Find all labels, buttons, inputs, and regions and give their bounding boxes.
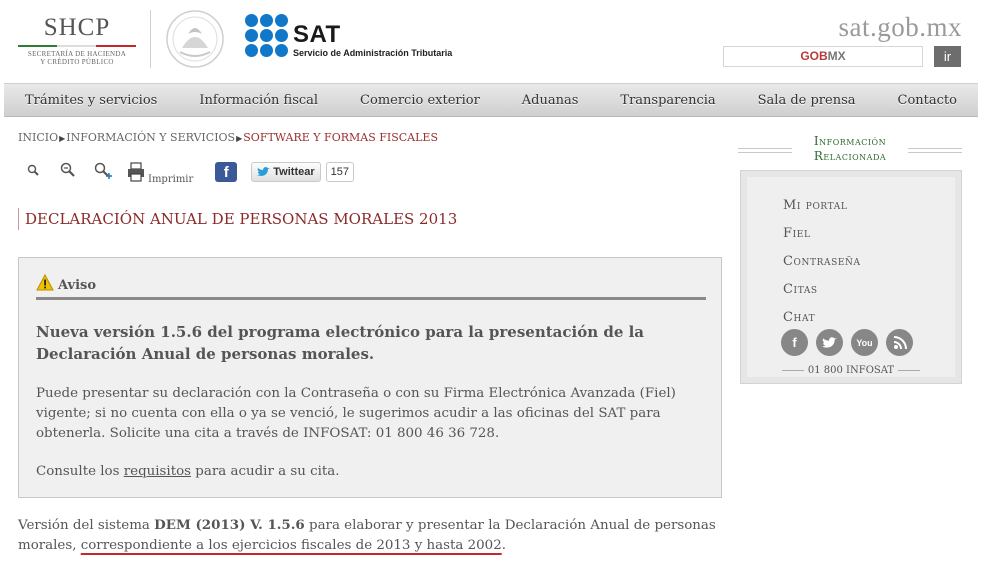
sidebar-header	[738, 134, 962, 166]
rss-icon[interactable]	[886, 329, 913, 356]
aviso-paragraph-2	[36, 462, 706, 482]
version-text-1: Versión del sistema	[18, 518, 155, 533]
facebook-icon[interactable]: f	[781, 329, 808, 356]
sidebar-title: Información Relacionada	[813, 134, 887, 163]
sat-name: SAT	[293, 21, 341, 48]
infosat-phone	[747, 365, 955, 376]
nav-item-sala-de-prensa[interactable]: Sala de prensa	[757, 92, 856, 108]
sidebar-header-rule	[908, 148, 962, 153]
nav-item-informacion-fiscal[interactable]: Información fiscal	[199, 92, 319, 108]
print-label[interactable]: Imprimir	[148, 173, 194, 185]
sidebar-link-mi-portal[interactable]: Mi portal	[783, 198, 848, 213]
zoom-reset-icon[interactable]	[24, 162, 46, 182]
version-description	[18, 515, 722, 556]
version-text-3: para elaborar y presentar la Declaración Anual de personas morales,	[18, 518, 716, 553]
sidebar-link-chat[interactable]: Chat	[783, 310, 816, 325]
version-text-bold: DEM (2013) V. 1.5.6	[154, 517, 305, 533]
header-divider	[150, 10, 151, 68]
shcp-flag-line	[18, 45, 136, 47]
nav-item-comercio-exterior[interactable]: Comercio exterior	[360, 92, 480, 108]
infosat-label: 01 800 INFOSAT	[807, 365, 895, 376]
search-brand-gob: GOB	[800, 49, 828, 63]
sat-logo[interactable]	[245, 14, 475, 64]
sidebar-link-fiel[interactable]: Fiel	[783, 226, 811, 241]
warning-icon	[36, 274, 54, 291]
sidebar-box	[740, 170, 962, 384]
site-header	[0, 0, 986, 82]
nav-item-contacto[interactable]: Contacto	[897, 92, 957, 108]
twitter-bird-icon	[822, 337, 837, 349]
aviso-box	[18, 257, 722, 498]
aviso-paragraph-1: Puede presentar su declaración con la Contraseña o con su Firma Electrónica Avanzada (Fiel) vigente; si no cuenta con ella o ya se venció, le sugerimos acudir a las oficinas del SAT para obtenerla. Solicite una cita a través de INFOSAT: 01 800 46 36 728.	[36, 386, 676, 441]
nav-item-aduanas[interactable]: Aduanas	[521, 92, 579, 108]
breadcrumb-separator-icon: ▶	[59, 134, 66, 143]
page-tools	[24, 160, 354, 184]
sat-subtitle: Servicio de Administración Tributaria	[293, 48, 453, 58]
twitter-bird-icon	[257, 167, 270, 177]
youtube-icon[interactable]: You	[851, 329, 878, 356]
sidebar-link-contrasena[interactable]: Contraseña	[783, 254, 861, 269]
social-links	[781, 329, 913, 356]
aviso-p2-before: Consulte los	[36, 464, 124, 479]
mexico-seal-icon	[160, 8, 230, 70]
sat-dots-icon	[245, 14, 289, 58]
aviso-heading: Nueva versión 1.5.6 del programa electrónico para la presentación de la Declaración Anual de personas morales.	[36, 323, 645, 363]
zoom-out-icon[interactable]	[58, 162, 80, 182]
version-text-5: .	[501, 538, 506, 553]
search-button[interactable]: ir	[934, 46, 961, 67]
twitter-icon[interactable]	[816, 329, 843, 356]
aviso-label: Aviso	[58, 278, 97, 293]
aviso-p2-after: para acudir a su cita.	[191, 464, 340, 479]
aviso-header	[36, 274, 706, 300]
zoom-in-icon[interactable]	[92, 162, 114, 182]
breadcrumb-informacion[interactable]: INFORMACIÓN Y SERVICIOS	[66, 131, 236, 144]
sidebar-header-rule	[738, 148, 792, 153]
sidebar-link-citas[interactable]: Citas	[783, 282, 818, 297]
breadcrumb-inicio[interactable]: INICIO	[18, 131, 59, 144]
nav-item-tramites[interactable]: Trámites y servicios	[24, 92, 158, 108]
breadcrumb	[18, 131, 438, 144]
site-url[interactable]: sat.gob.mx	[838, 12, 962, 42]
requisitos-link[interactable]: requisitos	[123, 464, 192, 479]
breadcrumb-separator-icon: ▶	[236, 134, 243, 143]
sidebar-inner	[747, 177, 955, 377]
twitter-label: Twittear	[273, 166, 315, 178]
rss-glyph-icon	[893, 336, 907, 350]
twitter-count: 157	[326, 162, 354, 182]
breadcrumb-current[interactable]: SOFTWARE Y FORMAS FISCALES	[243, 131, 438, 144]
facebook-share-icon[interactable]: f	[215, 162, 237, 182]
search-input[interactable]	[723, 46, 923, 67]
infosat-rule	[782, 370, 804, 371]
shcp-subtitle-2: Y CRÉDITO PÚBLICO	[40, 58, 114, 66]
print-icon[interactable]	[126, 162, 148, 182]
shcp-logo[interactable]	[16, 14, 138, 66]
search-brand-mx: MX	[827, 49, 846, 63]
shcp-title: SHCP	[43, 14, 111, 41]
version-highlighted-text: correspondiente a los ejercicios fiscales de 2013 y hasta 2002	[80, 538, 502, 553]
infosat-rule	[898, 370, 920, 371]
shcp-subtitle-1: SECRETARÍA DE HACIENDA	[27, 50, 127, 58]
nav-item-transparencia[interactable]: Transparencia	[620, 92, 716, 108]
main-nav	[4, 83, 978, 117]
page-title: DECLARACIÓN ANUAL DE PERSONAS MORALES 2013	[18, 208, 457, 230]
twitter-share-button[interactable]	[251, 162, 320, 182]
